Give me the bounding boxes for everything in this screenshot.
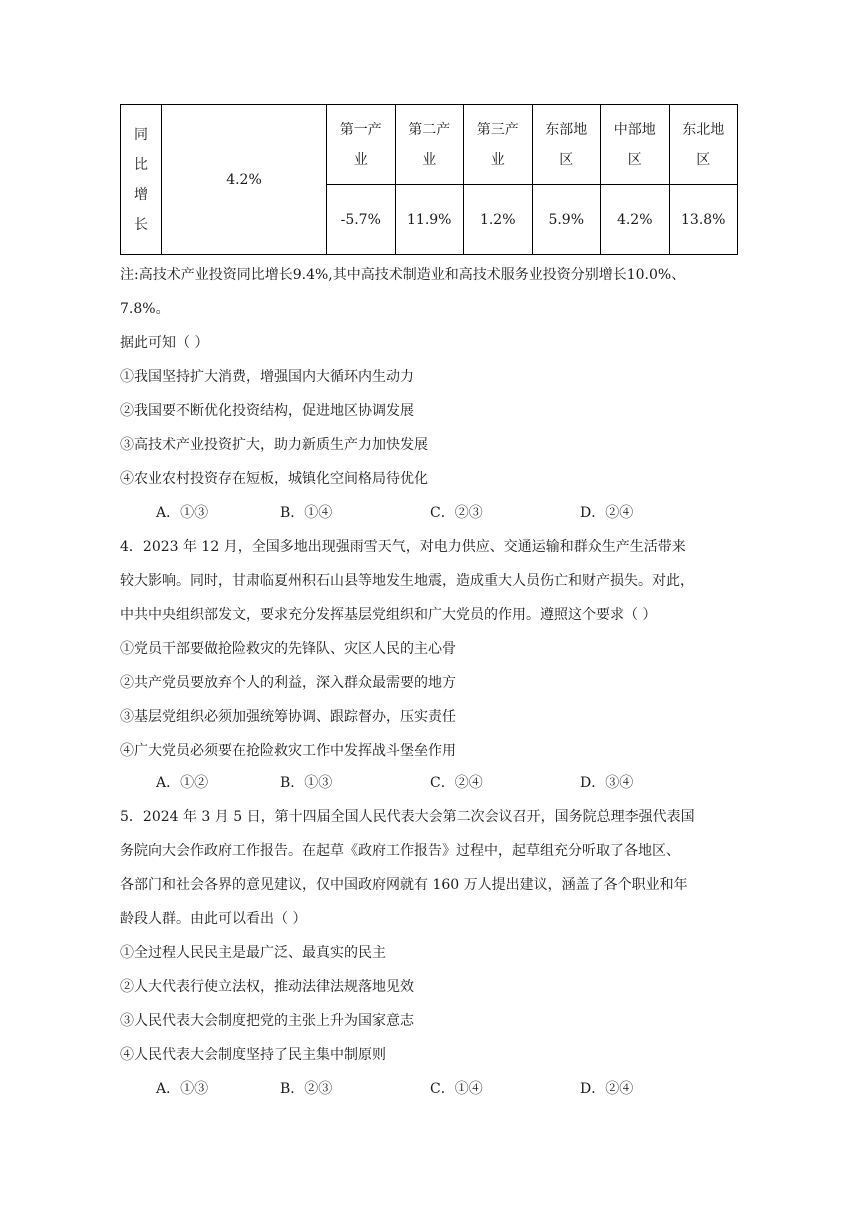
- q3-options: [156, 502, 756, 522]
- q4-text: 中共中央组织部发文，要求充分发挥基层党组织和广大党员的作用。遵照这个要求（ ）: [120, 607, 657, 623]
- q4-option-b: B．①③: [280, 775, 333, 791]
- q3-statement: ①我国坚持扩大消费，增强国内大循环内生动力: [120, 369, 414, 385]
- value-central-region: 4.2%: [601, 185, 670, 255]
- header-tertiary-industry: 第三产 业: [464, 105, 533, 185]
- table-note-continued: 7.8%。: [120, 301, 170, 317]
- q4-option-a: A．①②: [156, 775, 209, 791]
- value-tertiary-industry: 1.2%: [464, 185, 533, 255]
- q4-text: 4．2023 年 12 月，全国多地出现强雨雪天气，对电力供应、交通运输和群众生产生活带来: [120, 539, 686, 555]
- q5-statement: ④人民代表大会制度坚持了民主集中制原则: [120, 1047, 386, 1063]
- q4-statement: ①党员干部要做抢险救灾的先锋队、灾区人民的主心骨: [120, 641, 456, 657]
- header-eastern-region: 东部地 区: [532, 105, 601, 185]
- q3-statement: ②我国要不断优化投资结构，促进地区协调发展: [120, 403, 414, 419]
- q3-option-b: B．①④: [280, 505, 333, 521]
- q5-option-b: B．②③: [280, 1081, 333, 1097]
- q5-statement: ①全过程人民民主是最广泛、最真实的民主: [120, 945, 386, 961]
- q3-option-d: D．②④: [580, 505, 634, 521]
- q3-option-c: C．②③: [430, 505, 483, 521]
- q4-statement: ④广大党员必须要在抢险救灾工作中发挥战斗堡垒作用: [120, 743, 456, 759]
- q3-option-a: A．①③: [156, 505, 209, 521]
- q5-text: 5．2024 年 3 月 5 日，第十四届全国人民代表大会第二次会议召开，国务院总理李强代表国: [120, 809, 695, 825]
- q3-statement: ③高技术产业投资扩大，助力新质生产力加快发展: [120, 437, 428, 453]
- total-value: 4.2%: [162, 105, 327, 255]
- q3-statement: ④农业农村投资存在短板，城镇化空间格局待优化: [120, 471, 428, 487]
- q5-statement: ②人大代表行使立法权，推动法律法规落地见效: [120, 979, 414, 995]
- q5-statement: ③人民代表大会制度把党的主张上升为国家意志: [120, 1013, 414, 1029]
- q4-statement: ②共产党员要放弃个人的利益，深入群众最需要的地方: [120, 675, 456, 691]
- header-central-region: 中部地 区: [601, 105, 670, 185]
- q5-text: 龄段人群。由此可以看出（ ）: [120, 911, 307, 927]
- value-secondary-industry: 11.9%: [395, 185, 464, 255]
- header-secondary-industry: 第二产 业: [395, 105, 464, 185]
- row-label: 同 比 增 长: [121, 105, 162, 255]
- q4-options: [156, 772, 756, 792]
- q5-text: 各部门和社会各界的意见建议，仅中国政府网就有 160 万人提出建议，涵盖了各个职业和年: [120, 877, 688, 893]
- value-eastern-region: 5.9%: [532, 185, 601, 255]
- q5-option-d: D．②④: [580, 1081, 634, 1097]
- value-primary-industry: -5.7%: [327, 185, 396, 255]
- value-northeast-region: 13.8%: [669, 185, 738, 255]
- q4-text: 较大影响。同时，甘肃临夏州积石山县等地发生地震，造成重大人员伤亡和财产损失。对此，: [120, 573, 694, 589]
- header-northeast-region: 东北地 区: [669, 105, 738, 185]
- q5-option-c: C．①④: [430, 1081, 483, 1097]
- q3-stem: 据此可知（ ）: [120, 335, 209, 351]
- q4-option-d: D．③④: [580, 775, 634, 791]
- q4-statement: ③基层党组织必须加强统筹协调、跟踪督办，压实责任: [120, 709, 456, 725]
- q4-option-c: C．②④: [430, 775, 483, 791]
- header-primary-industry: 第一产 业: [327, 105, 396, 185]
- table-note: 注:高技术产业投资同比增长9.4%,其中高技术制造业和高技术服务业投资分别增长10.0%、: [120, 267, 686, 283]
- q5-text: 务院向大会作政府工作报告。在起草《政府工作报告》过程中，起草组充分听取了各地区、: [120, 843, 680, 859]
- q5-option-a: A．①③: [156, 1081, 209, 1097]
- q5-options: [156, 1078, 756, 1098]
- growth-table: [120, 104, 738, 255]
